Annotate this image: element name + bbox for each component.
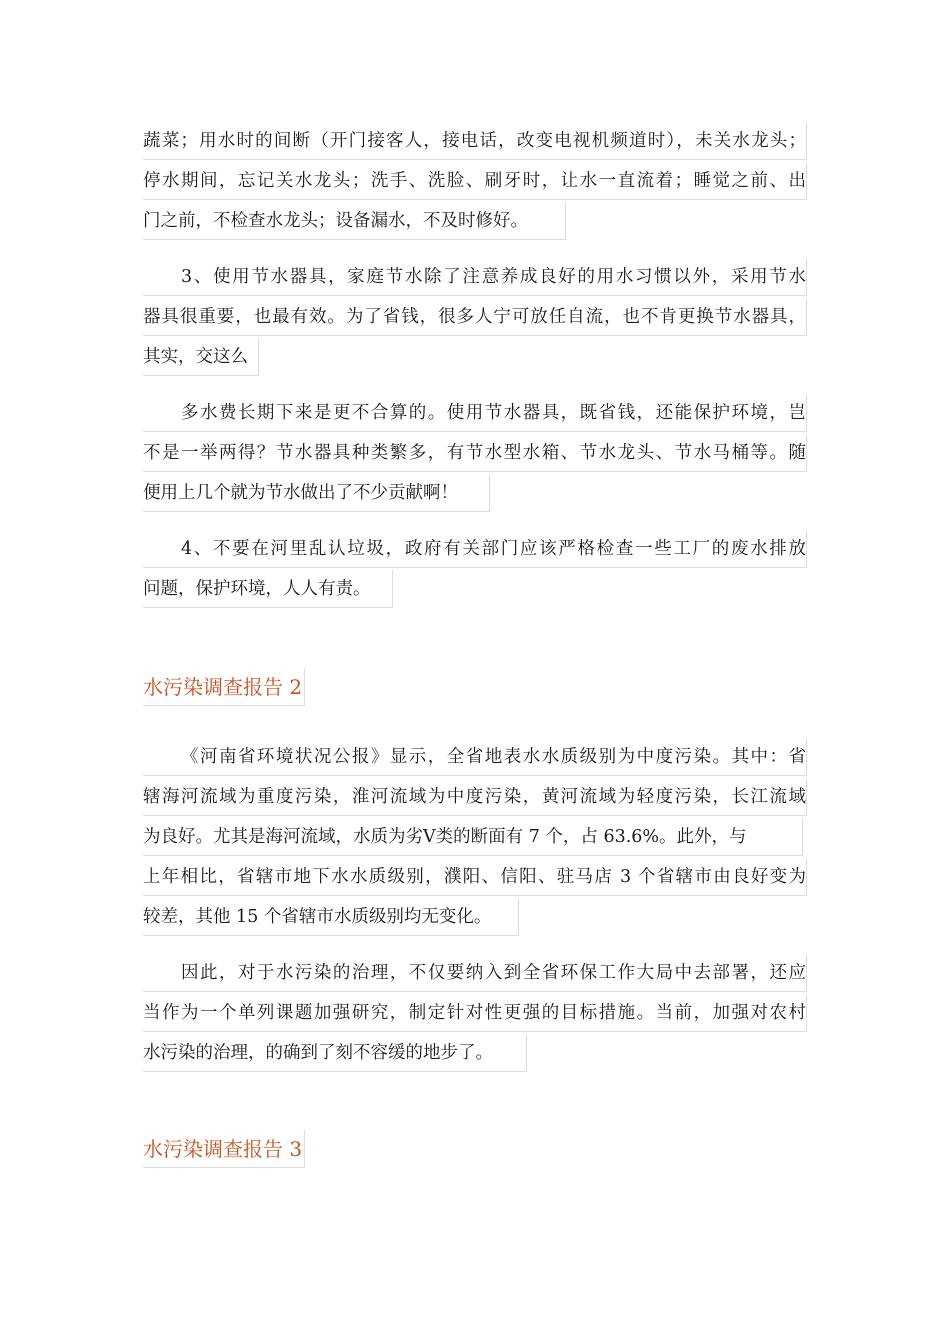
paragraph-line: 不是一举两得？节水器具种类繁多，有节水型水箱、节水龙头、节水马桶等。随 [143,434,807,472]
paragraph-line: 4、不要在河里乱认垃圾，政府有关部门应该严格检查一些工厂的废水排放 [143,530,807,568]
paragraph-line: 器具很重要，也最有效。为了省钱，很多人宁可放任自流，也不肯更换节水器具， [143,298,807,336]
paragraph-line: 因此，对于水污染的治理，不仅要纳入到全省环保工作大局中去部署，还应 [143,954,807,992]
paragraph-line: 门之前，不检查水龙头；设备漏水，不及时修好。 [143,202,566,240]
paragraph-line: 为良好。尤其是海河流域，水质为劣Ⅴ类的断面有 7 个，占 63.6%。此外，与 [143,818,803,856]
paragraph-line: 辖海河流域为重度污染，淮河流域为中度污染，黄河流域为轻度污染，长江流域 [143,778,807,816]
paragraph-line: 多水费长期下来是更不合算的。使用节水器具，既省钱，还能保护环境，岂 [143,394,807,432]
section-heading: 水污染调查报告 3 [143,1130,305,1168]
paragraph-line: 较差，其他 15 个省辖市水质级别均无变化。 [143,898,519,936]
paragraph-line: 其实，交这么 [143,338,259,376]
section-heading: 水污染调查报告 2 [143,668,305,706]
paragraph-line: 停水期间，忘记关水龙头；洗手、洗脸、刷牙时，让水一直流着；睡觉之前、出 [143,162,807,200]
paragraph-line: 水污染的治理，的确到了刻不容缓的地步了。 [143,1034,527,1072]
paragraph-line: 3、使用节水器具，家庭节水除了注意养成良好的用水习惯以外，采用节水 [143,258,807,296]
paragraph-line: 当作为一个单列课题加强研究，制定针对性更强的目标措施。当前，加强对农村 [143,994,807,1032]
paragraph-line: 蔬菜；用水时的间断（开门接客人，接电话，改变电视机频道时），未关水龙头； [143,122,807,160]
paragraph-line: 上年相比，省辖市地下水水质级别，濮阳、信阳、驻马店 3 个省辖市由良好变为 [143,858,807,896]
paragraph-line: 便用上几个就为节水做出了不少贡献啊！ [143,474,490,512]
paragraph-line: 《河南省环境状况公报》显示，全省地表水水质级别为中度污染。其中：省 [143,738,807,776]
paragraph-line: 问题，保护环境，人人有责。 [143,570,393,608]
